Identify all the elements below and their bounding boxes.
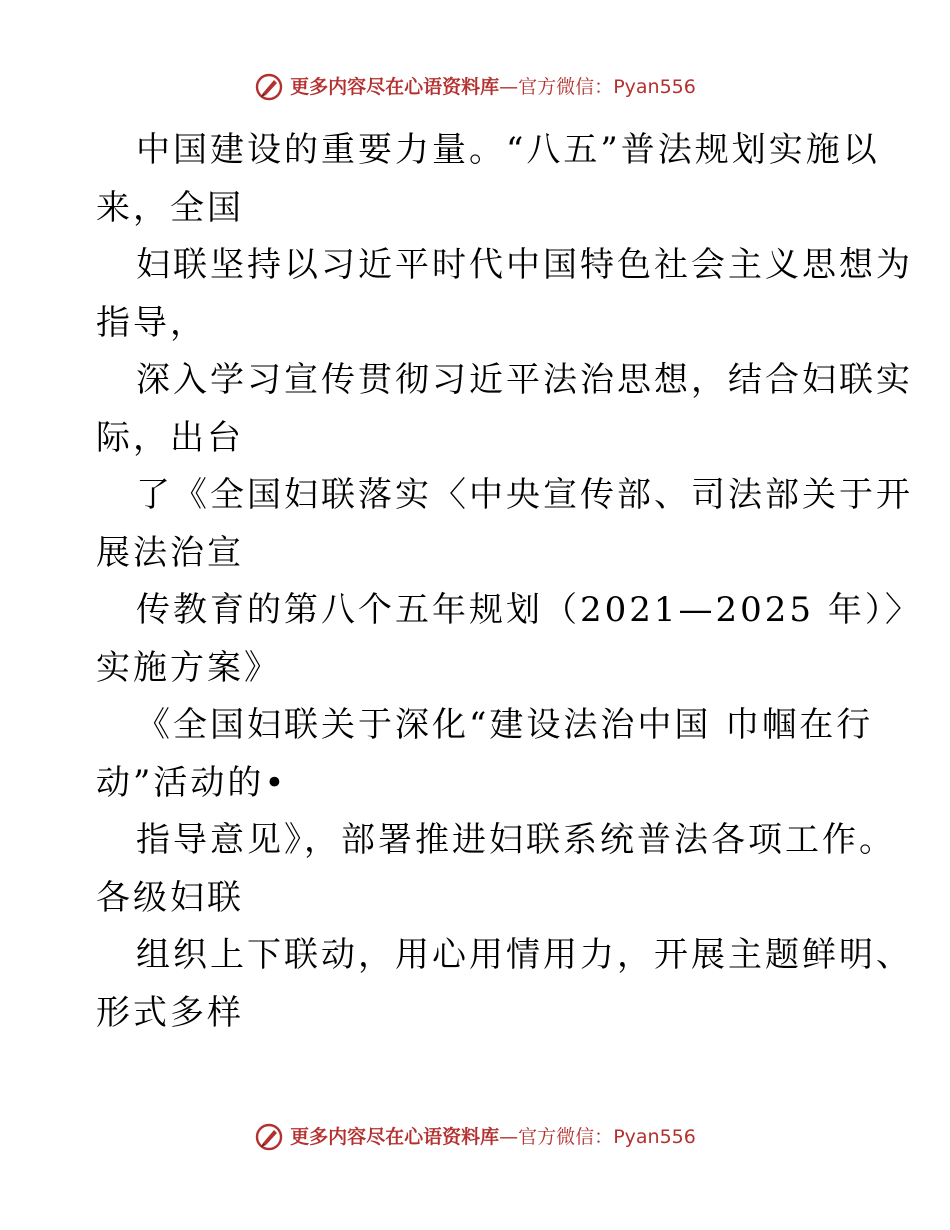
body-line: 传教育的第八个五年规划（2021—2025 年）〉 [136,590,922,630]
body-line: 指导意见》，部署推进妇联系统普法各项工作。 [136,820,896,860]
banner-wechat-id: Pyan556 [613,1126,696,1148]
body-line: 《全国妇联关于深化“建设法治中国 巾帼在行 [136,705,874,745]
banner-wechat-label: 官方微信： [518,76,614,98]
banner-wechat-id: Pyan556 [613,76,696,98]
body-line: 形式多样 [96,992,244,1033]
body-line: 指导， [96,302,207,343]
body-line: 深入学习宣传贯彻习近平法治思想，结合妇联实 [136,360,913,400]
banner-dash: — [499,1126,519,1148]
body-line: 了《全国妇联落实〈中央宣传部、司法部关于开 [136,475,913,515]
banner-main-text: 更多内容尽在心语资料库 [290,1126,500,1148]
body-line: 中国建设的重要力量。“八五”普法规划实施以 [136,130,880,170]
banner-main-text: 更多内容尽在心语资料库 [290,76,500,98]
document-body [96,122,922,1042]
header-banner-text [290,72,696,102]
body-line: 来，全国 [96,187,244,228]
body-line: 展法治宣 [96,532,244,573]
banner-wechat-label: 官方微信： [518,1126,614,1148]
body-line: 际，出台 [96,417,244,458]
body-line: 动”活动的• [96,762,288,803]
body-line: 组织上下联动，用心用情用力，开展主题鲜明、 [136,935,913,975]
body-line: 妇联坚持以习近平时代中国特色社会主义思想为 [136,245,913,285]
pen-logo-icon [254,72,284,102]
body-line: 各级妇联 [96,877,244,918]
footer-banner [0,1122,950,1152]
footer-banner-text [290,1122,696,1152]
header-banner [0,72,950,102]
pen-logo-icon [254,1122,284,1152]
banner-dash: — [499,76,519,98]
body-line: 实施方案》 [96,647,281,688]
